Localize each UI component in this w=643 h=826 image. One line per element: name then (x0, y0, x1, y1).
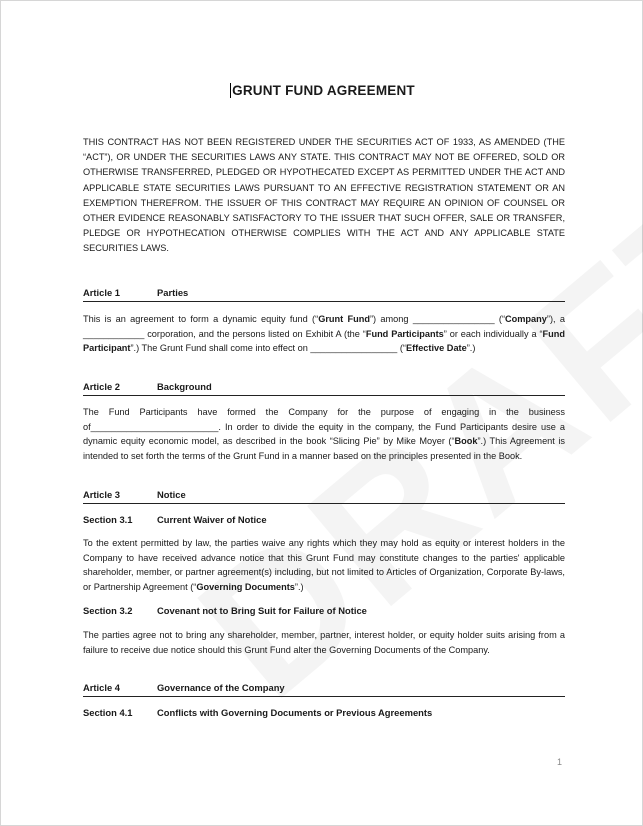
article-2-body (83, 405, 565, 464)
section-3-2-number: Section 3.2 (83, 605, 133, 616)
section-4-1-heading (83, 707, 565, 718)
article-2-heading (83, 381, 565, 396)
section-3-2-heading (83, 605, 565, 616)
securities-notice-text: THIS CONTRACT HAS NOT BEEN REGISTERED UNDER THE SECURITIES ACT OF 1933, AS AMENDED (THE “ACT”), OR UNDER THE SECURITIES LAWS ANY STATE. THIS CONTRACT MAY NOT BE OFFERED, SOLD OR OTHERWISE TRANSFERRED, PLEDGED OR HYPOTHECATED EXCEPT AS PERMITTED UNDER THE ACT AND APPLICABLE STATE SECURITIES LAWS PURSUANT TO AN EFFECTIVE REGISTRATION STATEMENT OR AN EXEMPTION THEREFROM. THE ISSUER OF THIS CONTRACT MAY REQUIRE AN OPINION OF COUNSEL OR OTHER EVIDENCE REASONABLY SATISFACTORY TO THE ISSUER THAT SUCH OFFER, SALE OR TRANSFER, PLEDGE OR HYPOTHECATION OTHERWISE COMPLIES WITH THE ACT AND ANY APPLICABLE STATE SECURITIES LAWS. (83, 137, 565, 254)
article-2-number: Article 2 (83, 381, 120, 392)
section-3-2-text: The parties agree not to bring any shareholder, member, partner, interest holder, or equity holder suits arising from a failure to receive due notice should this Grunt Fund alter the Governing Documents of the Company. (83, 630, 565, 655)
text-run: To the extent permitted by law, the parties waive any rights which they may hold as equity or interest holders in the Company to have received advance notice that this Grunt Fund may constitute changes to the parties' applicable shareholder, member, or partner agreement(s) including, but not limited to Articles of Organization, Corporate By-laws, or Partnership Agreement (“ (83, 538, 565, 593)
text-run: ”), a ____________ corporation, and the persons listed on Exhibit A (the “ (83, 314, 565, 339)
section-3-2-body (83, 628, 565, 657)
section-4-1-number: Section 4.1 (83, 707, 133, 718)
article-3-title: Notice (157, 489, 186, 500)
defined-term: Company (505, 314, 547, 324)
document-title-text: GRUNT FUND AGREEMENT (232, 83, 415, 98)
text-run: ” or each individually a “ (443, 328, 543, 339)
article-4-heading (83, 682, 565, 697)
text-run: ”.) The Grunt Fund shall come into effect on _________________ (“ (130, 343, 406, 354)
article-3-number: Article 3 (83, 489, 120, 500)
article-1-heading (83, 287, 565, 302)
defined-term: Book (454, 436, 478, 447)
text-run: This is an agreement to form a dynamic equity fund (“ (83, 314, 319, 324)
text-run: ”.) (294, 582, 304, 593)
article-1-title: Parties (157, 287, 189, 298)
article-4-title: Governance of the Company (157, 682, 285, 693)
text-run: ”.) (466, 343, 476, 354)
article-2-title: Background (157, 381, 212, 392)
section-3-1-number: Section 3.1 (83, 514, 133, 525)
page-number: 1 (557, 757, 563, 767)
section-3-2-title: Covenant not to Bring Suit for Failure of Notice (157, 605, 367, 616)
text-run: The Fund Participants have formed the Company for the purpose of engaging in the business of_________________________. In order to divide the equity in the company, the Fund Participants desire use a dynamic equity economic model, as described in the book “Slicing Pie” by Mike Moyer (“ (83, 407, 565, 447)
section-3-1-body (83, 536, 565, 595)
text-cursor (230, 83, 231, 98)
document-title[interactable] (1, 83, 643, 98)
section-3-1-title: Current Waiver of Notice (157, 514, 267, 525)
defined-term: Fund Participant (83, 328, 565, 354)
section-3-1-heading (83, 514, 565, 525)
securities-notice (83, 135, 565, 257)
article-3-heading (83, 489, 565, 504)
defined-term: Governing Documents (196, 582, 295, 593)
defined-term: Fund Participants (365, 328, 444, 339)
defined-term: Effective Date (405, 343, 467, 354)
text-run: ”.) This Agreement is intended to set forth the terms of the Grunt Fund in a manner based on the principles presented in the Book. (83, 436, 565, 462)
defined-term: Grunt Fund (318, 314, 370, 324)
article-4-number: Article 4 (83, 682, 120, 693)
article-1-body (83, 312, 565, 356)
article-1-number: Article 1 (83, 287, 120, 298)
section-4-1-title: Conflicts with Governing Documents or Previous Agreements (157, 707, 433, 718)
text-run: ”) among ________________ (“ (369, 314, 506, 324)
